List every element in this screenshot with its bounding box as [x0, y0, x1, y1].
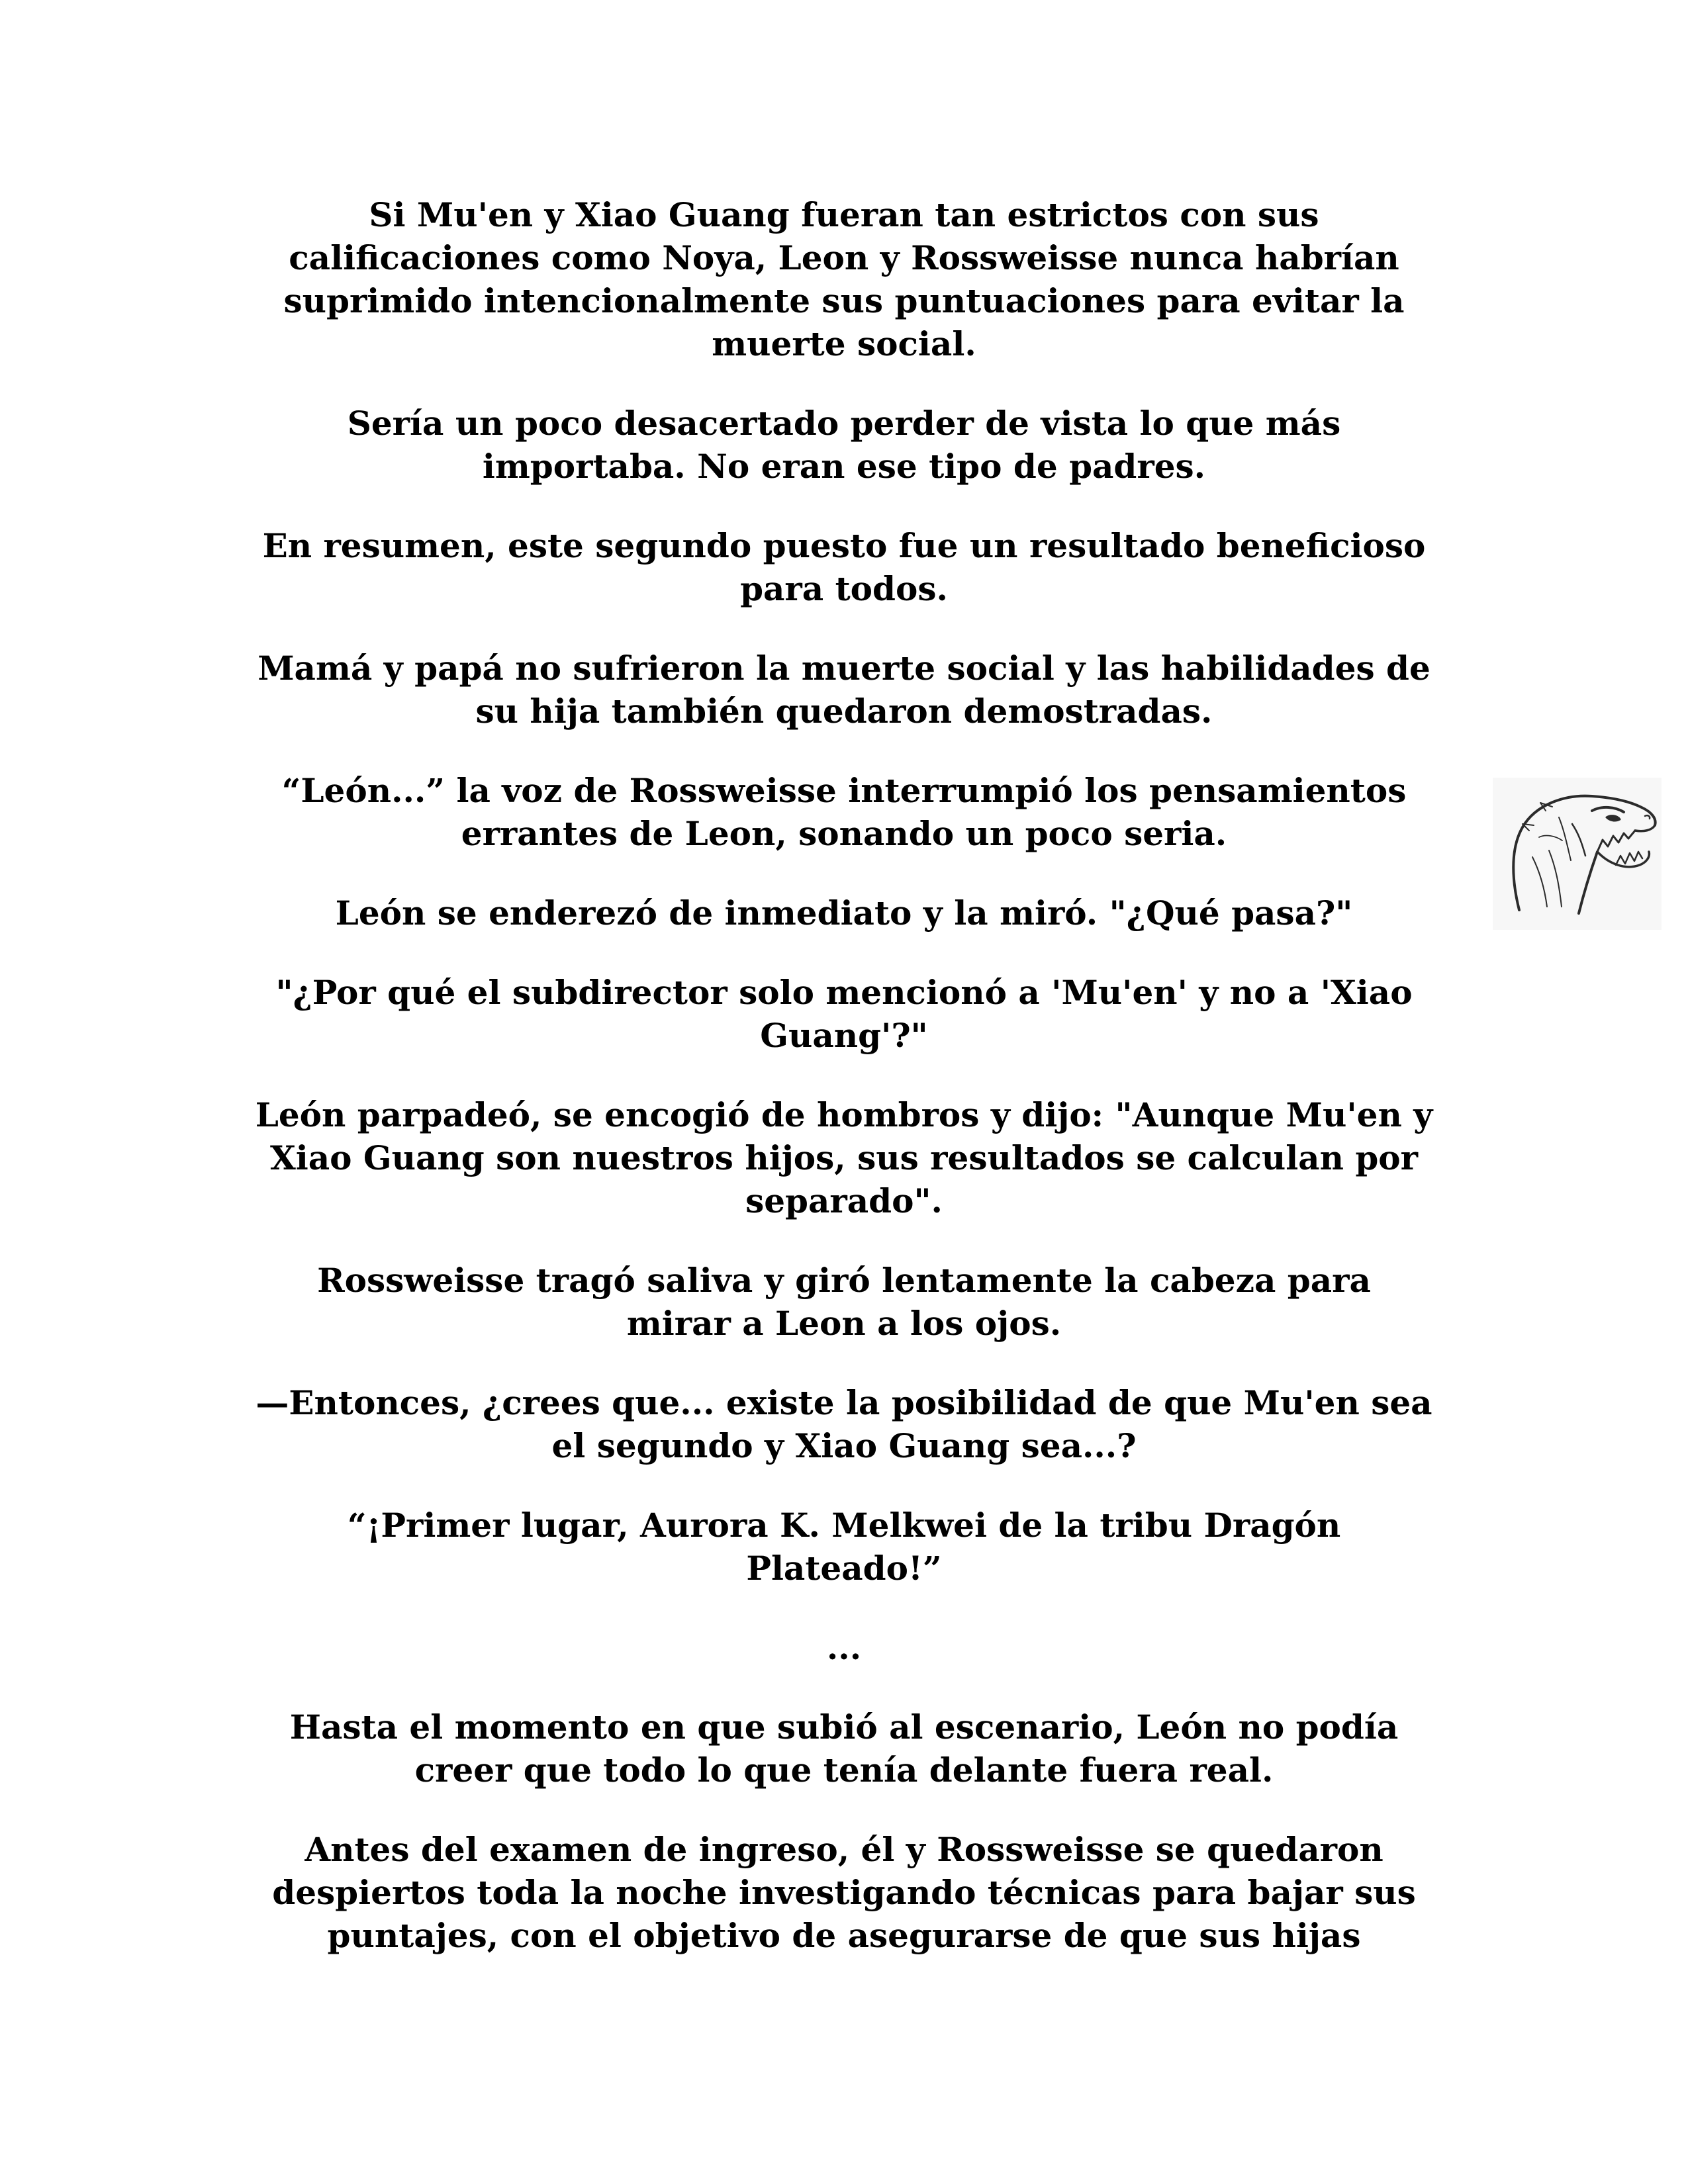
story-text: [225, 193, 1463, 1957]
paragraph: [225, 971, 1463, 1057]
text-line: León parpadeó, se encogió de hombros y dijo: "Aunque Mu'en y: [255, 1095, 1433, 1134]
text-line: importaba. No eran ese tipo de padres.: [482, 447, 1206, 486]
text-line: Xiao Guang son nuestros hijos, sus resultados se calculan por: [269, 1138, 1418, 1177]
text-line: creer que todo lo que tenía delante fuera real.: [414, 1751, 1274, 1790]
text-line: su hija también quedaron demostradas.: [475, 692, 1213, 731]
paragraph: [225, 1504, 1463, 1590]
dinosaur-head-sketch-icon: [1493, 778, 1662, 930]
text-line: León se enderezó de inmediato y la miró. "¿Qué pasa?": [335, 893, 1353, 933]
text-line: En resumen, este segundo puesto fue un resultado beneficioso: [262, 526, 1426, 565]
text-line: puntajes, con el objetivo de asegurarse de que sus hijas: [327, 1916, 1361, 1955]
scene-break: [225, 1626, 1463, 1669]
text-line: “¡Primer lugar, Aurora K. Melkwei de la tribu Dragón: [347, 1506, 1341, 1545]
text-line: Plateado!”: [746, 1549, 942, 1588]
text-line: Rossweisse tragó saliva y giró lentamente la cabeza para: [317, 1261, 1371, 1300]
text-line: "¿Por qué el subdirector solo mencionó a 'Mu'en' y no a 'Xiao: [275, 973, 1413, 1012]
text-line: —Entonces, ¿crees que... existe la posibilidad de que Mu'en sea: [256, 1383, 1432, 1422]
text-line: Antes del examen de ingreso, él y Rossweisse se quedaron: [305, 1830, 1383, 1869]
paragraph: [225, 891, 1463, 934]
paragraph: [225, 1259, 1463, 1345]
text-line: Sería un poco desacertado perder de vista lo que más: [347, 404, 1341, 443]
text-line: ...: [826, 1628, 862, 1667]
paragraph: [225, 402, 1463, 488]
paragraph: [225, 1381, 1463, 1467]
text-line: “León...” la voz de Rossweisse interrumpió los pensamientos: [281, 771, 1407, 810]
text-line: mirar a Leon a los ojos.: [626, 1304, 1062, 1343]
paragraph: [225, 647, 1463, 733]
text-line: separado".: [745, 1181, 943, 1220]
text-line: para todos.: [740, 569, 948, 608]
text-line: Si Mu'en y Xiao Guang fueran tan estrictos con sus: [369, 195, 1319, 234]
text-line: despiertos toda la noche investigando técnicas para bajar sus: [272, 1873, 1416, 1912]
text-line: Mamá y papá no sufrieron la muerte social y las habilidades de: [258, 649, 1430, 688]
text-line: Hasta el momento en que subió al escenario, León no podía: [289, 1707, 1399, 1747]
paragraph: [225, 193, 1463, 365]
text-line: errantes de Leon, sonando un poco seria.: [461, 814, 1227, 853]
paragraph: [225, 1093, 1463, 1222]
text-line: Guang'?": [760, 1016, 928, 1055]
paragraph: [225, 769, 1463, 855]
text-line: muerte social.: [712, 324, 976, 363]
text-line: el segundo y Xiao Guang sea...?: [551, 1426, 1137, 1465]
paragraph: [225, 524, 1463, 610]
paragraph: [225, 1828, 1463, 1957]
paragraph: [225, 1706, 1463, 1792]
text-line: suprimido intencionalmente sus puntuaciones para evitar la: [283, 281, 1405, 320]
text-line: calificaciones como Noya, Leon y Rossweisse nunca habrían: [289, 238, 1399, 277]
